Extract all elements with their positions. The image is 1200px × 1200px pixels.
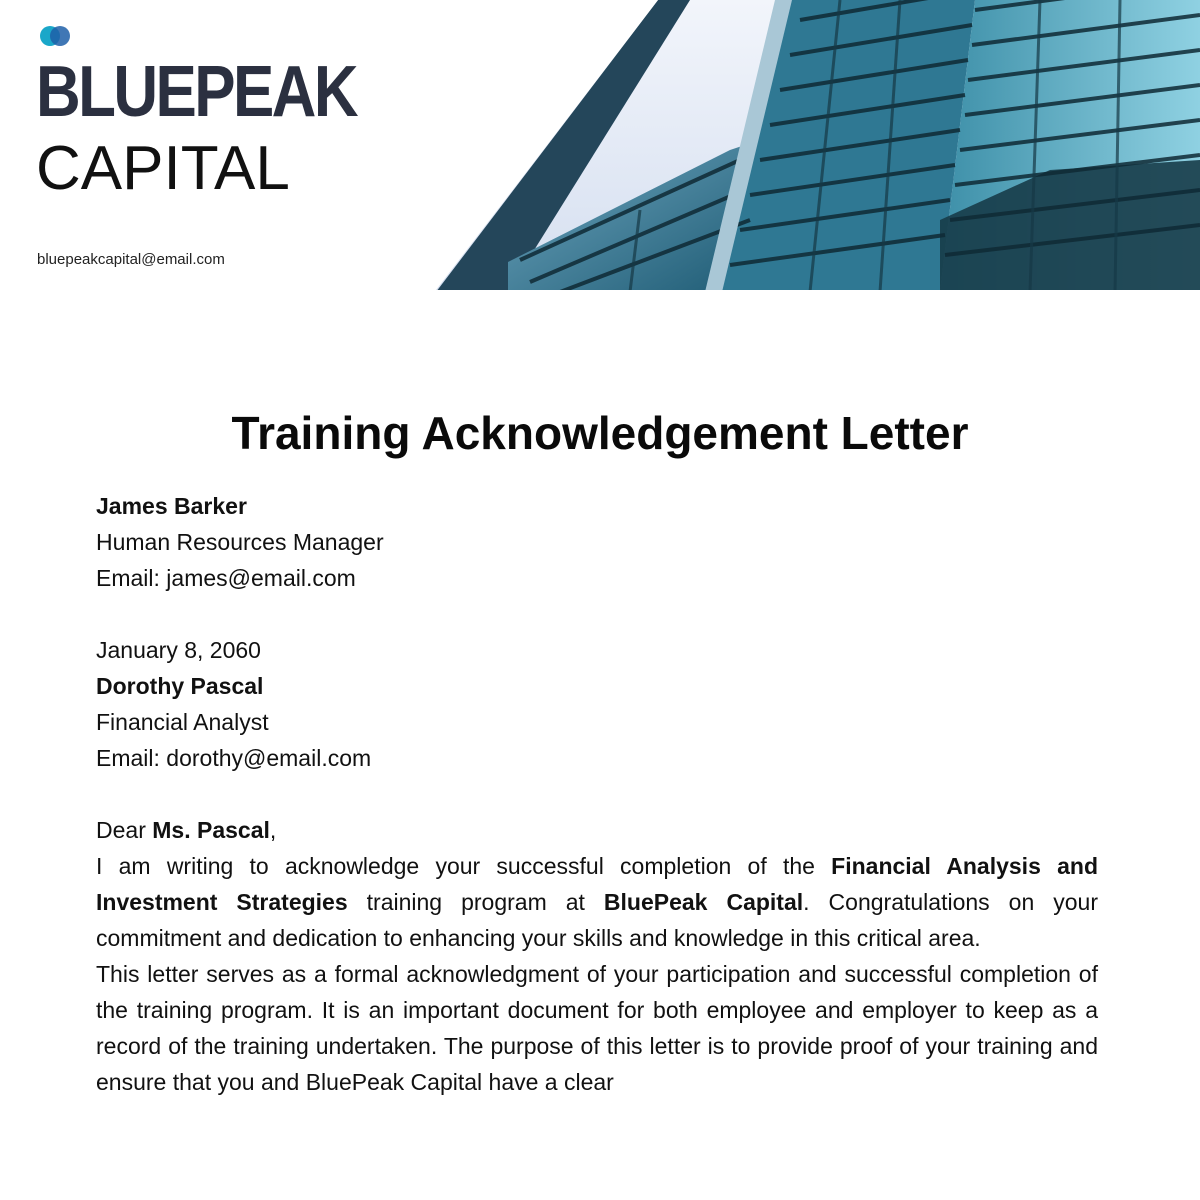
recipient-email: Email: dorothy@email.com: [96, 745, 372, 771]
paragraph-acknowledgement: [96, 848, 1098, 956]
letter-body: [96, 488, 1098, 1100]
sender-email: Email: james@email.com: [96, 565, 356, 591]
brand-name-line1: BLUEPEAK: [36, 52, 356, 132]
salutation-prefix: Dear: [96, 817, 153, 843]
salutation-name: Ms. Pascal: [152, 817, 270, 843]
p1-text-3: . Congratulations on your commitment and dedication to enhancing your skills and knowledge in this critical area.: [96, 889, 1098, 951]
recipient-name: Dorothy Pascal: [96, 673, 264, 699]
brand-name-line2: CAPITAL: [36, 134, 290, 203]
p1-text-1: I am writing to acknowledge your successful completion of the: [96, 853, 832, 879]
letter-date: January 8, 2060: [96, 637, 261, 663]
sender-name: James Barker: [96, 493, 247, 519]
paragraph-purpose: This letter serves as a formal acknowledgment of your participation and successful completion of the training program. It is an important document for both employee and employer to keep as a record of the training undertaken. The purpose of this letter is to provide proof of your training and ensure that you and BluePeak Capital have a clear: [96, 961, 1098, 1095]
recipient-block: [96, 668, 1098, 776]
p1-company-name: BluePeak Capital: [603, 889, 804, 915]
recipient-role: Financial Analyst: [96, 709, 269, 735]
salutation-suffix: ,: [269, 817, 277, 843]
sender-role: Human Resources Manager: [96, 529, 384, 555]
salutation: [96, 812, 1098, 848]
sender-block: [96, 488, 1098, 596]
document-title: Training Acknowledgement Letter: [231, 407, 969, 459]
building-hero-image: [0, 0, 1200, 292]
p1-text-2: training program at: [347, 889, 604, 915]
brand-email: bluepeakcapital@email.com: [37, 251, 225, 268]
p1-program-name: Financial Analysis and Investment Strategies: [96, 853, 1098, 915]
